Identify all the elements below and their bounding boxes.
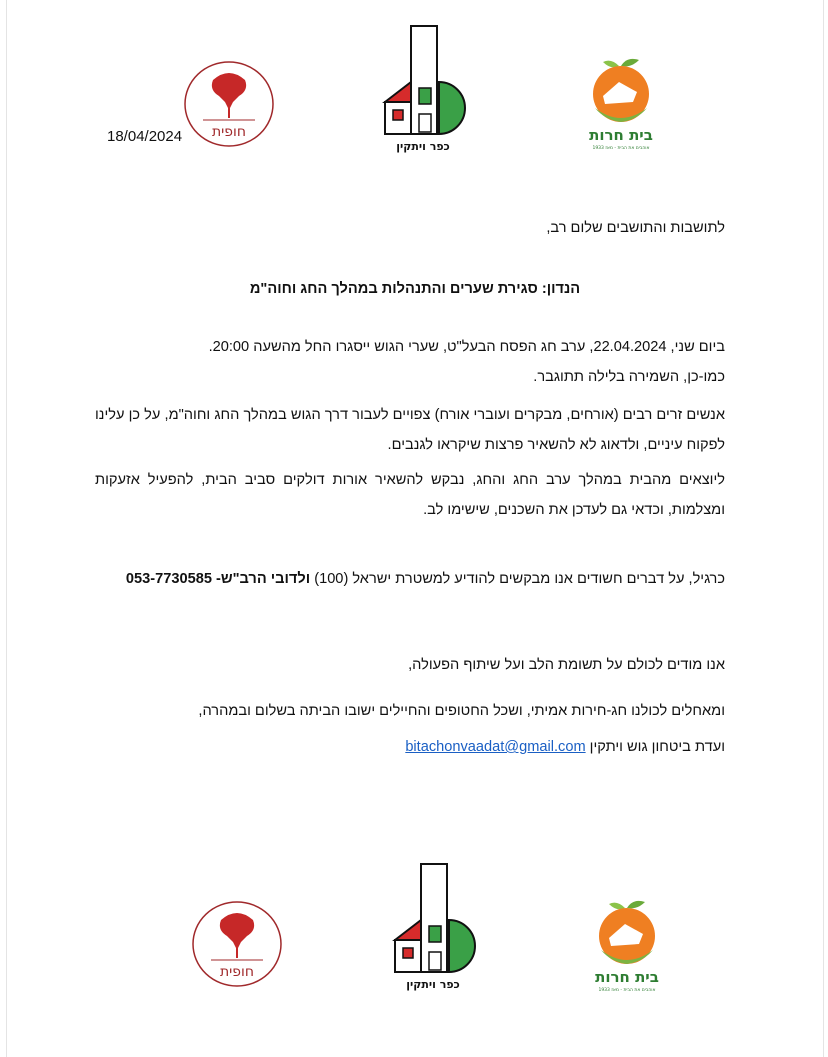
hofit-logo-text: חופית xyxy=(211,124,247,140)
wishes-line: ומאחלים לכולנו חג-חירות אמיתי, ושכל החטופים והחיילים ישובו הביתה בשלום ובמהרה, xyxy=(198,703,725,719)
paragraph-1-line-1: ביום שני, 22.04.2024, ערב חג הפסח הבעל"ט, שערי הגוש ייסגרו החל מהשעה 20:00. xyxy=(208,339,725,355)
thanks-line: אנו מודים לכולם על תשומת הלב ועל שיתוף הפעולה, xyxy=(408,657,725,673)
greeting: לתושבות והתושבים שלום רב, xyxy=(546,220,725,236)
footer-kfar-vitkin-logo xyxy=(389,862,489,992)
report-line xyxy=(126,571,725,587)
paragraph-2: אנשים זרים רבים (אורחים, מבקרים ועוברי אורח) צפויים לעבור דרך הגוש במהלך החג וחוה"מ, על כן עלינו לפקוח עיניים, ולדאוג לא להשאיר פרצות שיקראו לגנבים. xyxy=(95,407,725,453)
footer-hofit-logo xyxy=(191,900,283,988)
paragraph-1-line-2: כמו-כן, השמירה בלילה תתוגבר. xyxy=(533,369,725,385)
paragraph-3: ליוצאים מהבית במהלך ערב החג והחג, נבקש להשאיר אורות דולקים סביב הבית, להפעיל אזעקות ומצלמות, וכדאי גם לעדכן את השכנים, שישימו לב. xyxy=(95,472,725,518)
email-link[interactable]: bitachonvaadat@gmail.com xyxy=(405,739,586,755)
footer-kfar-vitkin-logo-text: כפר ויתקין xyxy=(406,978,460,991)
subject-line: הנדון: סגירת שערים והתנהלות במהלך החג וחוה"מ xyxy=(249,281,581,297)
kfar-vitkin-logo-text: כפר ויתקין xyxy=(396,140,450,153)
footer-beit-herut-logo xyxy=(587,898,671,994)
paragraph-1 xyxy=(95,332,725,392)
letter-page xyxy=(6,0,824,1057)
beit-herut-logo xyxy=(581,56,665,152)
footer-beit-herut-logo-text: בית חרות xyxy=(595,968,659,986)
beit-herut-logo-text: בית חרות xyxy=(589,126,653,144)
hofit-logo xyxy=(183,60,275,148)
beit-herut-tagline: אוהבים את הבית - מאז 1933 xyxy=(592,146,650,151)
kfar-vitkin-logo xyxy=(379,24,479,154)
letter-date: 18/04/2024 xyxy=(107,128,183,145)
footer-hofit-logo-text: חופית xyxy=(219,964,255,980)
report-contact: ולדובי הרב"ש- 053-7730585 xyxy=(125,571,311,587)
report-text: כרגיל, על דברים חשודים אנו מבקשים להודיע למשטרת ישראל (100) xyxy=(310,571,725,587)
signature: ועדת ביטחון גוש ויתקין xyxy=(585,739,725,755)
signature-line xyxy=(405,739,725,755)
footer-beit-herut-tagline: אוהבים את הבית - מאז 1933 xyxy=(598,988,656,993)
